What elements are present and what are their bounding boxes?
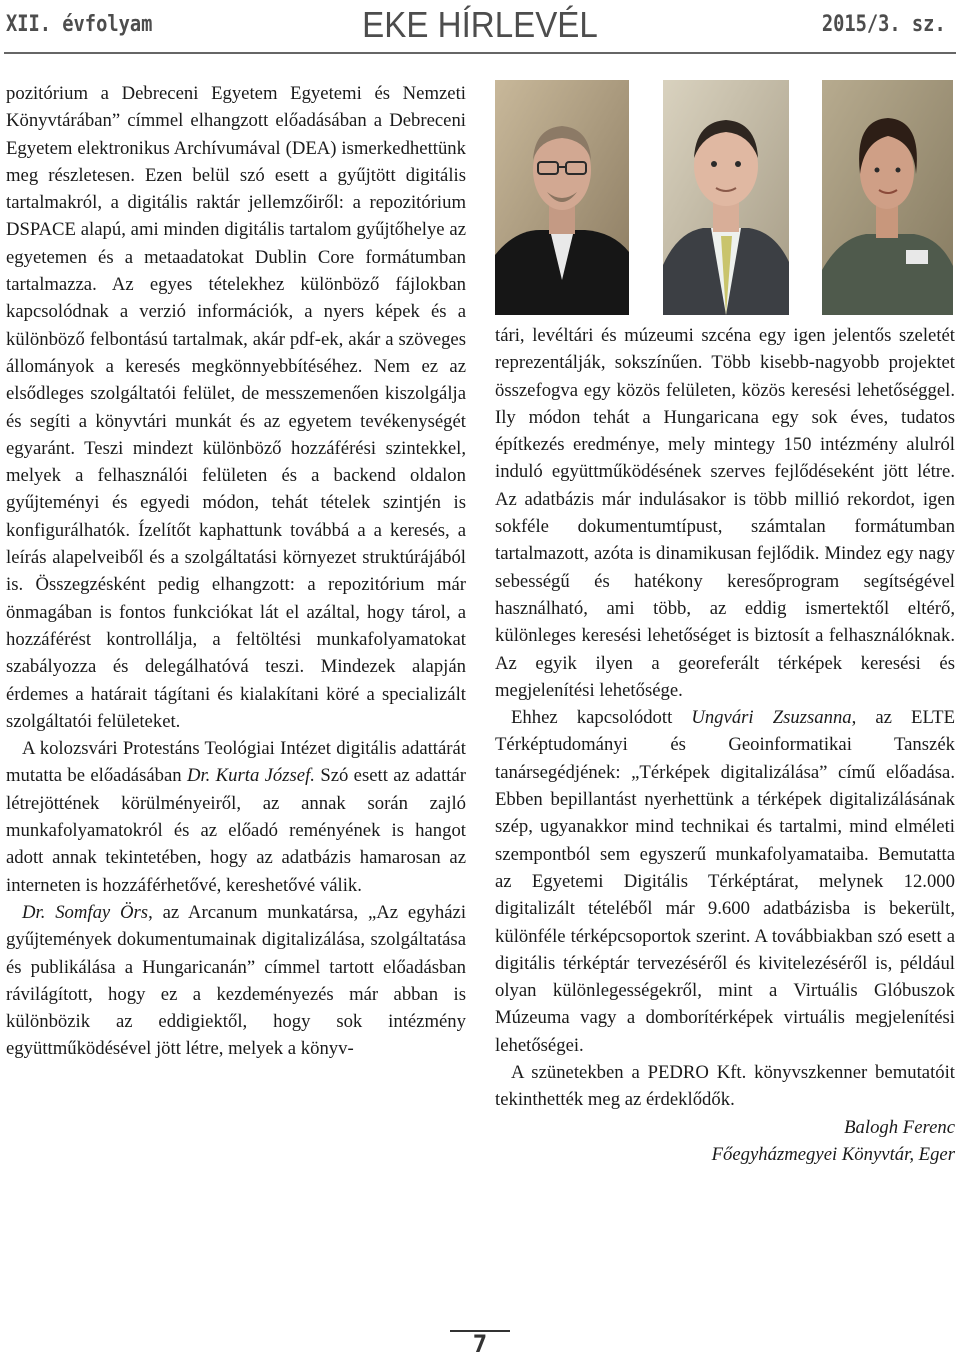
newsletter-title: EKE HÍRLEVÉL [362, 4, 598, 45]
speaker-photo-2 [663, 80, 789, 315]
page-number: 7 [472, 1330, 488, 1358]
paragraph-maps [495, 704, 955, 1059]
issue-label: 2015/3. sz. [822, 12, 946, 37]
author-name: Balogh Ferenc [844, 1116, 955, 1138]
text-run: Ehhez kapcsolódott [511, 707, 692, 729]
paragraph-breaks: A szünetekben a PEDRO Kft. könyvszkenner bemutatóit tekinthették meg az érdeklődők. [495, 1062, 955, 1111]
author-institution: Főegyházmegyei Könyvtár, Eger [711, 1143, 955, 1165]
paragraph-hungaricana: tári, levéltári és múzeumi szcéna egy igen jelentős szeletét reprezentálják, sokszínűen. Több kisebb-nagyobb projektet összefogva egy közös felületen, közös keresési lehetőséggel. Ily módon tehát a Hungaricana egy sok éves, tudatos építkezés eredménye, mely mintegy 150 intézmény alulról induló együttműködésének szerves fejlődéseként jött létre. Az adatbázis már indulásakor is több millió rekordot, igen sokféle dokumentumtípust, számtalan formátumban tartalmazott, azóta is dinamikusan fejlődik. Mindez egy nagy sebességű és hatékony keresőprogram segítségével használható, ami több, az eddig ismertektől eltérő, különleges keresési lehetőséget is biztosít a felhasználóknak. Az egyik ilyen a georeferált térképek keresési és megjelenítési lehetősége. [495, 325, 955, 701]
page-header [0, 0, 960, 56]
text-run: , az Arcanum munkatársa, „Az egyházi gyűjtemények dokumentumainak digitalizálása, szolgáltatása és publikálása a Hungaricanán” címmel tartott előadásban rávilágított, hogy ez a kezdeményezés már abban is különbözik az eddigiektől, hogy sok intézmény együttműködésével jött létre, melyek a könyv- [6, 901, 467, 1060]
volume-label: XII. évfolyam [6, 12, 153, 37]
text-run: Szó esett az adattár létrejöttének körülményeiről, az annak során zajló munkafolyamatokról és az előadó reményének is hangot adott annak tekintetében, hogy az adatbázis hamarosan az interneten is hozzáférhetővé, kereshetővé válik. [6, 765, 467, 896]
speaker-photos [495, 80, 957, 315]
text-run: A kolozsvári Protestáns Teológiai Intézet digitális adattárát mutatta be előadásában [6, 738, 466, 787]
speaker-photo-3 [822, 80, 953, 315]
speaker-name: Ungvári Zsuzsanna [691, 707, 852, 729]
speaker-name: Dr. Somfay Örs [22, 901, 149, 923]
paragraph-debrecen: pozitórium a Debreceni Egyetem Egyetemi és Nemzeti Könyvtárában” címmel elhangzott előadásában a Debreceni Egyetem elektronikus Archívumával (DEA) ismerkedhettünk meg részletesen. Ezen belül szó esett a gyűjtött digitális tartalmakról, a digitális raktár jellemzőiről: a repozitórium DSPACE alapú, ami minden digitális tartalom gyűjtőhelye az egyetemen és a metaadatokat Dublin Core formátumban tartalmazza. Az egyes tételekhez különböző fájlokban kapcsolódnak a verzió információk, a nyers képek és a különböző felbontású tartalmak, akár pdf-ek, akár a szöveges állományok a keresés megkönnyebbítéséhez. Nem ez az elsődleges szolgáltatói felület, de messzemenően kiszolgálja és segíti a könyvtári munkát és az egyetem tevékenységét egyaránt. Teszi mindezt különböző hozzáférési szintekkel, melyek a felhasználói felületen és a backend oldalon gyűjteményi és egyedi módon, tehát tételek szintjén is konfigurálhatók. Ízelítőt kaphattunk továbbá a a keresés, a leírás alapelveiből és a szolgáltatási környezet struktúrájából is. Összegzésként pedig elhangzott: a repozitórium már önmagában is fontos funkciókat lát el azáltal, hogy tárol, a hozzáférést kontrollálja, a feltöltési munkafolyamatokat szabályozza és delegálhatóvá teszi. Mindezek alapján érdemes a határait tágítani és kialakítani köré a specializált szolgáltatói felületeket. [6, 83, 466, 732]
text-run: , az ELTE Térképtudományi és Geoinformatikai Tanszék tanársegédjének: „Térképek digitalizálása” című előadása. Ebben bepillantást nyerhettünk a térképek digitalizálásának szép, ugyanakkor mind technikai és tartalmi, mind elméleti szempontból sem egyszerű munkafolyamataiba. Bemutatta az Egyetemi Digitális Térképtárat, melynek 12.000 digitalizált tételéből már 9.600 adatbázisba is bekerült, különféle térképcsoportok szerint. A továbbiakban szó esett a digitális térképtár tervezéséről és kivitelezéséről is, például olyan különlegességekről, mint a Virtuális Glóbuszok Múzeuma vagy a domborítérképek virtuális megjelenítési lehetőségei. [495, 707, 955, 1056]
speaker-photo-1 [495, 80, 629, 315]
paragraph-arcanum [6, 899, 466, 1063]
left-text-column [6, 80, 466, 1063]
speaker-name: Dr. Kurta József. [186, 765, 315, 787]
right-text-column [495, 322, 955, 1168]
header-rule [4, 52, 956, 54]
paragraph-kolozsvar [6, 735, 466, 899]
